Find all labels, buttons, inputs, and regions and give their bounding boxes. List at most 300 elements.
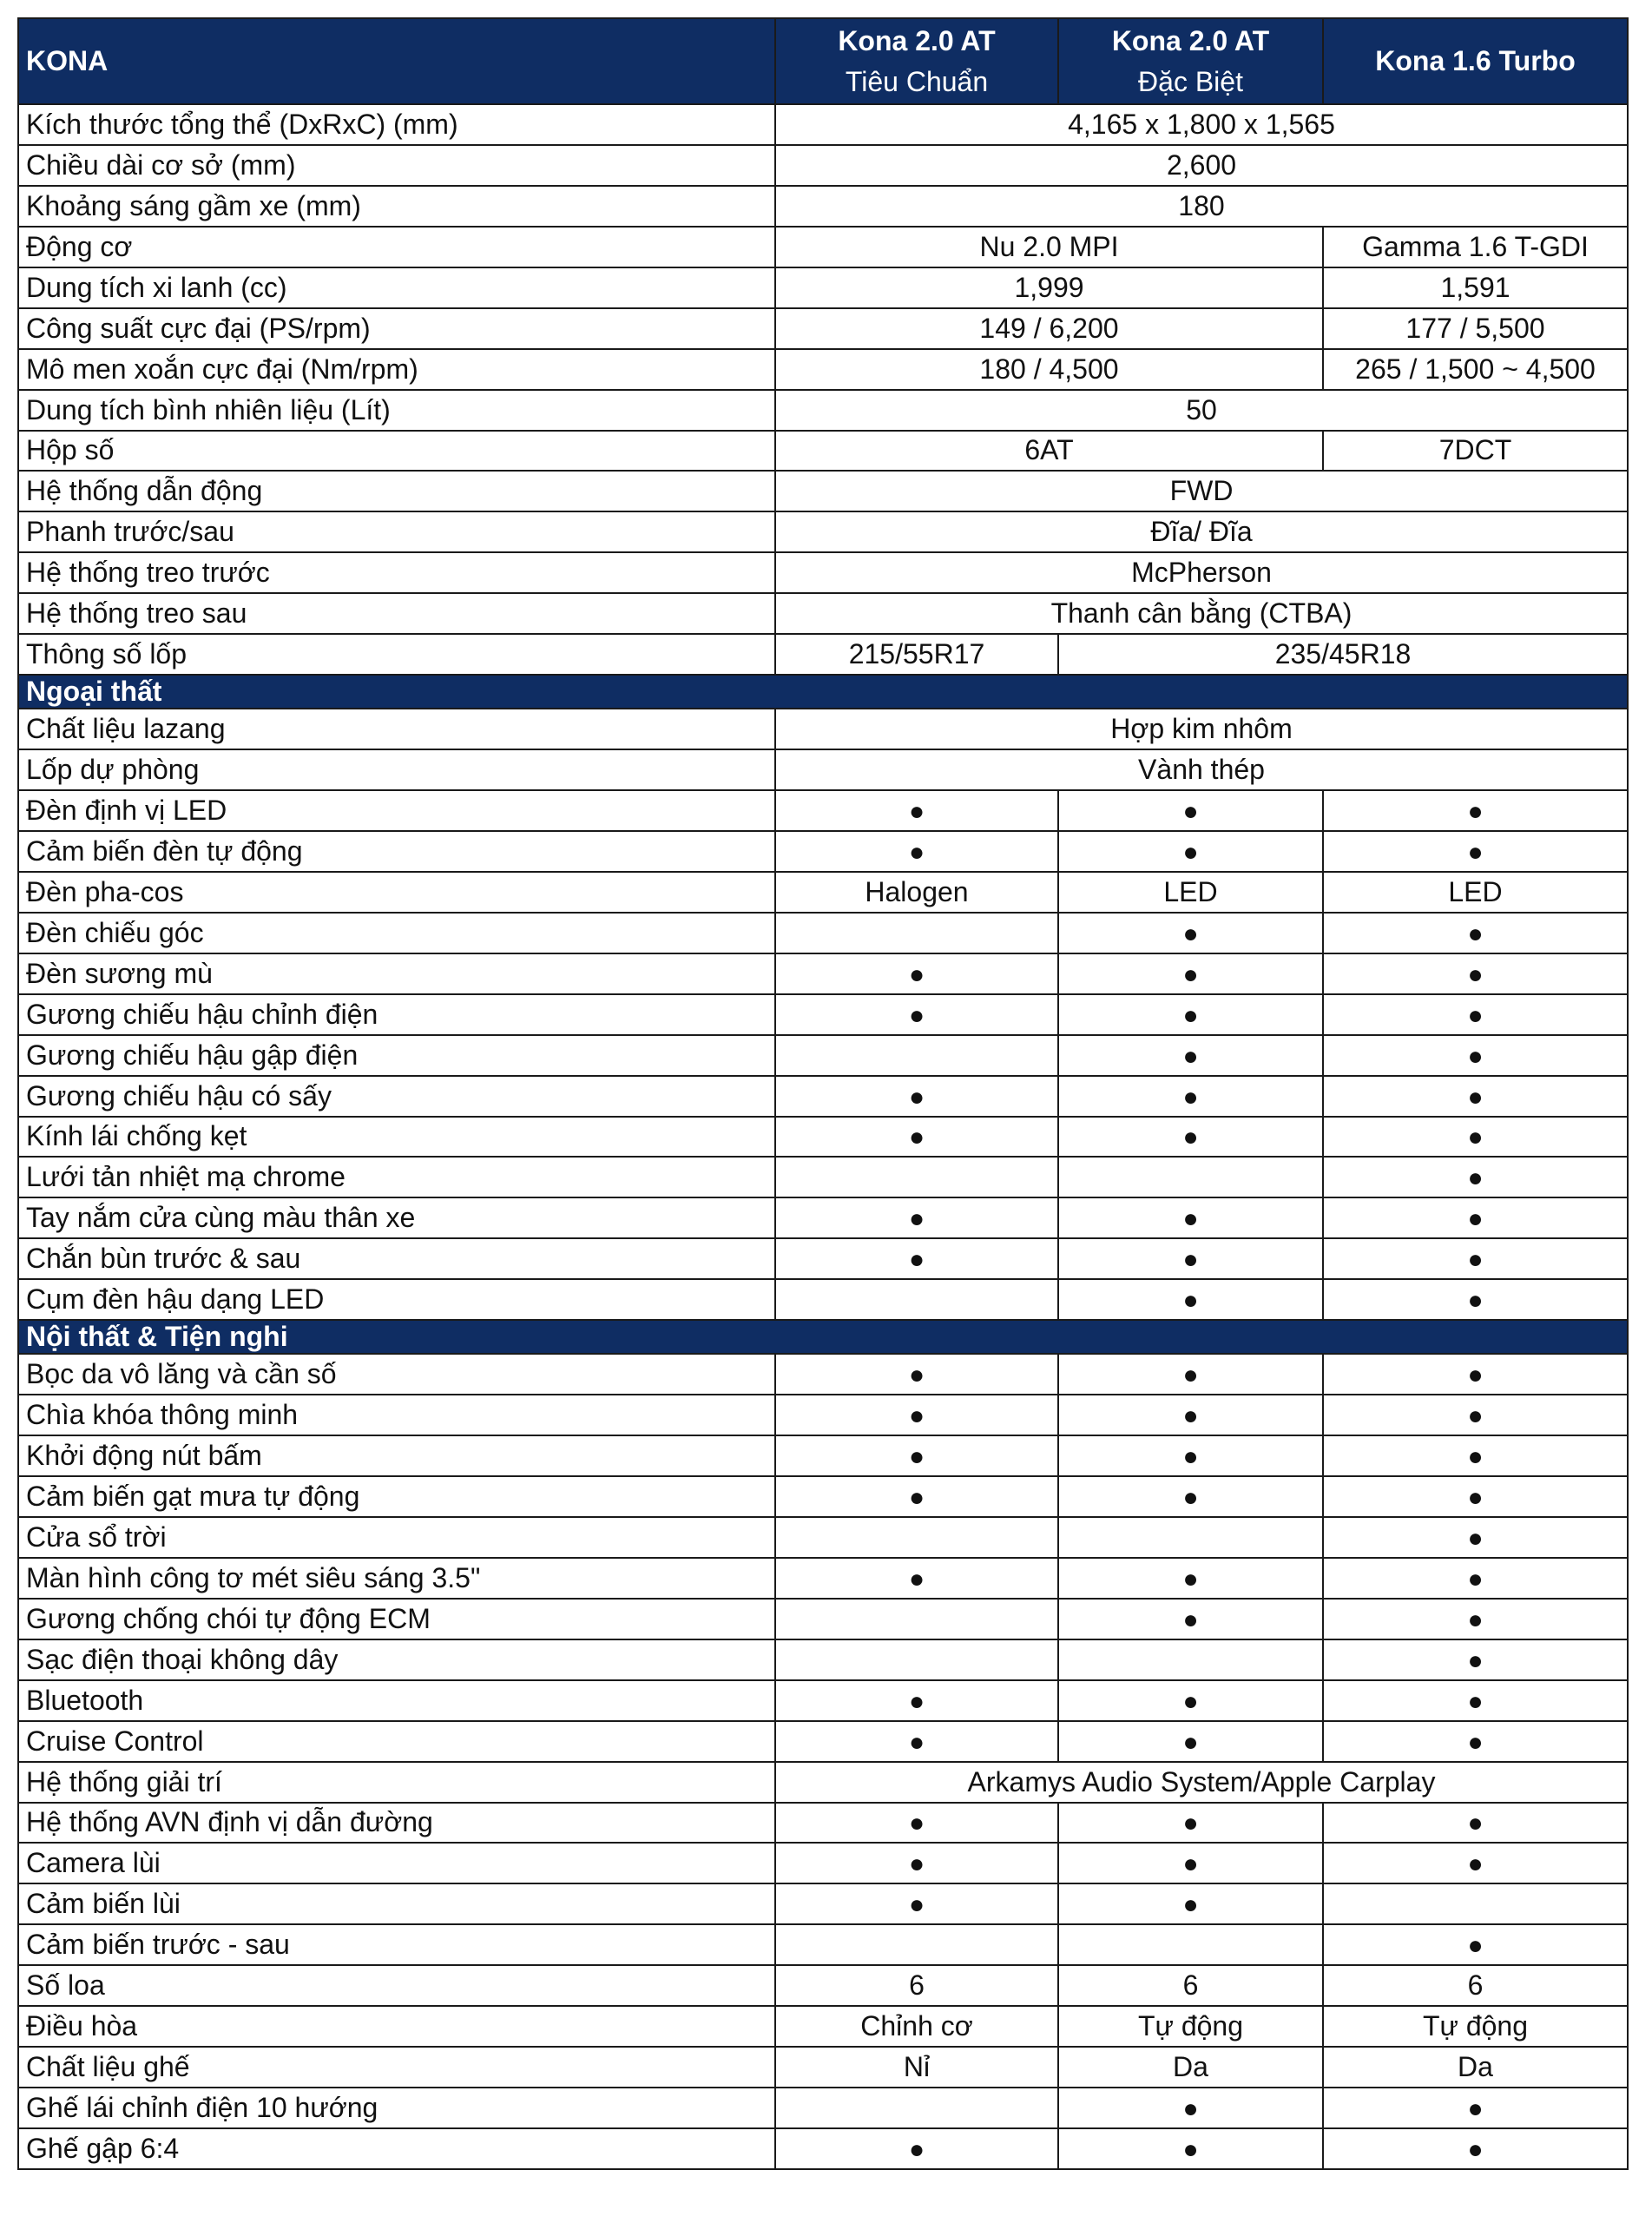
feature-cell bbox=[1058, 1117, 1323, 1158]
spec-label: Hệ thống giải trí bbox=[18, 1762, 775, 1803]
bullet-icon: ● bbox=[1467, 1082, 1484, 1112]
bullet-icon: ● bbox=[1467, 1727, 1484, 1757]
feature-cell bbox=[775, 1803, 1058, 1844]
bullet-icon: ● bbox=[1182, 919, 1199, 948]
spec-row bbox=[18, 308, 1628, 349]
feature-cell bbox=[1058, 913, 1323, 953]
bullet-icon: ● bbox=[908, 1442, 925, 1472]
spec-value: 6AT bbox=[775, 431, 1323, 472]
spec-label: Hệ thống dẫn động bbox=[18, 471, 775, 511]
feature-cell bbox=[775, 1354, 1058, 1395]
spec-value: Gamma 1.6 T-GDI bbox=[1323, 227, 1628, 267]
spec-value: 215/55R17 bbox=[775, 634, 1058, 675]
feature-cell bbox=[1058, 1157, 1323, 1197]
spec-row bbox=[18, 1599, 1628, 1639]
bullet-icon: ● bbox=[908, 960, 925, 989]
spec-value: 50 bbox=[775, 390, 1628, 431]
spec-label: Bluetooth bbox=[18, 1680, 775, 1721]
spec-row bbox=[18, 1435, 1628, 1476]
bullet-icon: ● bbox=[1467, 1646, 1484, 1675]
spec-label: Động cơ bbox=[18, 227, 775, 267]
spec-value: LED bbox=[1323, 872, 1628, 913]
spec-row bbox=[18, 471, 1628, 511]
bullet-icon: ● bbox=[1182, 1123, 1199, 1152]
feature-cell bbox=[1323, 1517, 1628, 1558]
spec-value: Hợp kim nhôm bbox=[775, 709, 1628, 749]
feature-cell bbox=[775, 1279, 1058, 1320]
feature-cell bbox=[1058, 1279, 1323, 1320]
spec-value: Da bbox=[1058, 2047, 1323, 2088]
bullet-icon: ● bbox=[1467, 1204, 1484, 1234]
bullet-icon: ● bbox=[1467, 1286, 1484, 1316]
feature-cell bbox=[1323, 913, 1628, 953]
spec-row bbox=[18, 1238, 1628, 1279]
spec-label: Chìa khóa thông minh bbox=[18, 1395, 775, 1435]
spec-label: Bọc da vô lăng và cần số bbox=[18, 1354, 775, 1395]
spec-label: Khoảng sáng gầm xe (mm) bbox=[18, 186, 775, 227]
spec-value: Da bbox=[1323, 2047, 1628, 2088]
spec-label: Dung tích bình nhiên liệu (Lít) bbox=[18, 390, 775, 431]
feature-cell bbox=[1323, 1639, 1628, 1680]
feature-cell bbox=[1058, 2088, 1323, 2128]
spec-value: 235/45R18 bbox=[1058, 634, 1628, 675]
variant-header-standard bbox=[775, 18, 1058, 104]
spec-label: Cảm biến trước - sau bbox=[18, 1924, 775, 1965]
spec-row bbox=[18, 349, 1628, 390]
feature-cell bbox=[775, 1238, 1058, 1279]
feature-cell bbox=[1058, 1680, 1323, 1721]
spec-row bbox=[18, 104, 1628, 145]
feature-cell bbox=[1058, 994, 1323, 1035]
feature-cell bbox=[1323, 1035, 1628, 1076]
feature-cell bbox=[775, 994, 1058, 1035]
bullet-icon: ● bbox=[908, 1082, 925, 1112]
spec-label: Phanh trước/sau bbox=[18, 511, 775, 552]
spec-label: Hộp số bbox=[18, 431, 775, 472]
bullet-icon: ● bbox=[908, 837, 925, 867]
spec-label: Thông số lốp bbox=[18, 634, 775, 675]
bullet-icon: ● bbox=[908, 796, 925, 826]
spec-value: Tự động bbox=[1058, 2006, 1323, 2047]
spec-value: 7DCT bbox=[1323, 431, 1628, 472]
bullet-icon: ● bbox=[1182, 1850, 1199, 1879]
model-name-header: KONA bbox=[18, 18, 775, 104]
spec-label: Ghế gập 6:4 bbox=[18, 2128, 775, 2169]
feature-cell bbox=[1058, 790, 1323, 831]
feature-cell bbox=[1323, 953, 1628, 994]
spec-row bbox=[18, 2128, 1628, 2169]
feature-cell bbox=[775, 1924, 1058, 1965]
spec-label: Cụm đèn hậu dạng LED bbox=[18, 1279, 775, 1320]
bullet-icon: ● bbox=[1182, 1000, 1199, 1030]
feature-cell bbox=[775, 1558, 1058, 1599]
spec-row bbox=[18, 1395, 1628, 1435]
bullet-icon: ● bbox=[1467, 1402, 1484, 1431]
spec-label: Chiều dài cơ sở (mm) bbox=[18, 145, 775, 186]
feature-cell bbox=[1058, 1238, 1323, 1279]
spec-value: McPherson bbox=[775, 552, 1628, 593]
spec-value: 180 bbox=[775, 186, 1628, 227]
bullet-icon: ● bbox=[1467, 960, 1484, 989]
feature-cell bbox=[1323, 1157, 1628, 1197]
bullet-icon: ● bbox=[908, 1890, 925, 1920]
bullet-icon: ● bbox=[1182, 1245, 1199, 1275]
section-title: Ngoại thất bbox=[18, 675, 1628, 709]
feature-cell bbox=[1058, 1639, 1323, 1680]
header-row bbox=[18, 18, 1628, 104]
feature-cell bbox=[1323, 1924, 1628, 1965]
spec-label: Dung tích xi lanh (cc) bbox=[18, 267, 775, 308]
spec-row bbox=[18, 831, 1628, 872]
bullet-icon: ● bbox=[1467, 1564, 1484, 1593]
bullet-icon: ● bbox=[1467, 2134, 1484, 2164]
bullet-icon: ● bbox=[1182, 1361, 1199, 1390]
feature-cell bbox=[1323, 1883, 1628, 1924]
bullet-icon: ● bbox=[908, 1245, 925, 1275]
spec-value: Đĩa/ Đĩa bbox=[775, 511, 1628, 552]
feature-cell bbox=[775, 913, 1058, 953]
bullet-icon: ● bbox=[1182, 1204, 1199, 1234]
spec-row bbox=[18, 227, 1628, 267]
feature-cell bbox=[1323, 994, 1628, 1035]
spec-row bbox=[18, 1076, 1628, 1117]
bullet-icon: ● bbox=[1182, 1082, 1199, 1112]
bullet-icon: ● bbox=[1182, 1809, 1199, 1838]
feature-cell bbox=[1058, 1883, 1323, 1924]
feature-cell bbox=[1058, 1558, 1323, 1599]
spec-label: Cửa sổ trời bbox=[18, 1517, 775, 1558]
spec-row bbox=[18, 552, 1628, 593]
spec-value: Vành thép bbox=[775, 749, 1628, 790]
spec-row bbox=[18, 1157, 1628, 1197]
feature-cell bbox=[1058, 2128, 1323, 2169]
spec-value: Chỉnh cơ bbox=[775, 2006, 1058, 2047]
feature-cell bbox=[775, 1197, 1058, 1238]
feature-cell bbox=[1323, 1558, 1628, 1599]
spec-row bbox=[18, 953, 1628, 994]
spec-label: Cảm biến lùi bbox=[18, 1883, 775, 1924]
feature-cell bbox=[1058, 1803, 1323, 1844]
spec-row bbox=[18, 1762, 1628, 1803]
spec-row bbox=[18, 1354, 1628, 1395]
spec-table-body bbox=[18, 104, 1628, 2169]
spec-row bbox=[18, 1639, 1628, 1680]
feature-cell bbox=[1323, 1435, 1628, 1476]
spec-row bbox=[18, 1279, 1628, 1320]
feature-cell bbox=[1323, 2128, 1628, 2169]
feature-cell bbox=[1058, 1517, 1323, 1558]
feature-cell bbox=[1058, 1035, 1323, 1076]
spec-value: 1,591 bbox=[1323, 267, 1628, 308]
feature-cell bbox=[775, 1395, 1058, 1435]
feature-cell bbox=[1323, 1803, 1628, 1844]
variant-header-turbo bbox=[1323, 18, 1628, 104]
spec-row bbox=[18, 1197, 1628, 1238]
bullet-icon: ● bbox=[1467, 1523, 1484, 1553]
spec-label: Ghế lái chỉnh điện 10 hướng bbox=[18, 2088, 775, 2128]
spec-label: Cảm biến gạt mưa tự động bbox=[18, 1476, 775, 1517]
feature-cell bbox=[1058, 1354, 1323, 1395]
section-header-row bbox=[18, 1320, 1628, 1354]
bullet-icon: ● bbox=[908, 1686, 925, 1716]
spec-row bbox=[18, 2006, 1628, 2047]
spec-label: Cảm biến đèn tự động bbox=[18, 831, 775, 872]
feature-cell bbox=[775, 1721, 1058, 1762]
bullet-icon: ● bbox=[908, 1361, 925, 1390]
spec-row bbox=[18, 1803, 1628, 1844]
feature-cell bbox=[1058, 1076, 1323, 1117]
feature-cell bbox=[1058, 1476, 1323, 1517]
bullet-icon: ● bbox=[1467, 1442, 1484, 1472]
bullet-icon: ● bbox=[908, 1402, 925, 1431]
spec-row bbox=[18, 1558, 1628, 1599]
feature-cell bbox=[1323, 831, 1628, 872]
bullet-icon: ● bbox=[1467, 796, 1484, 826]
bullet-icon: ● bbox=[1467, 2094, 1484, 2124]
spec-row bbox=[18, 1517, 1628, 1558]
spec-value: Nỉ bbox=[775, 2047, 1058, 2088]
feature-cell bbox=[775, 1476, 1058, 1517]
feature-cell bbox=[775, 1035, 1058, 1076]
feature-cell bbox=[1058, 1599, 1323, 1639]
spec-value: 6 bbox=[775, 1965, 1058, 2006]
spec-value: 265 / 1,500 ~ 4,500 bbox=[1323, 349, 1628, 390]
feature-cell bbox=[775, 1435, 1058, 1476]
feature-cell bbox=[775, 790, 1058, 831]
variant-subname: Đặc Biệt bbox=[1138, 65, 1243, 97]
spec-value: 1,999 bbox=[775, 267, 1323, 308]
bullet-icon: ● bbox=[1182, 1286, 1199, 1316]
bullet-icon: ● bbox=[1182, 1402, 1199, 1431]
spec-row bbox=[18, 511, 1628, 552]
spec-row bbox=[18, 994, 1628, 1035]
spec-value: Thanh cân bằng (CTBA) bbox=[775, 593, 1628, 634]
feature-cell bbox=[1058, 831, 1323, 872]
spec-value: FWD bbox=[775, 471, 1628, 511]
spec-row bbox=[18, 749, 1628, 790]
bullet-icon: ● bbox=[1182, 960, 1199, 989]
variant-name: Kona 2.0 AT bbox=[1111, 24, 1270, 56]
feature-cell bbox=[1058, 1395, 1323, 1435]
bullet-icon: ● bbox=[1467, 1482, 1484, 1512]
feature-cell bbox=[1323, 1354, 1628, 1395]
spec-label: Công suất cực đại (PS/rpm) bbox=[18, 308, 775, 349]
section-header-row bbox=[18, 675, 1628, 709]
feature-cell bbox=[1323, 1476, 1628, 1517]
spec-label: Điều hòa bbox=[18, 2006, 775, 2047]
bullet-icon: ● bbox=[1182, 1442, 1199, 1472]
feature-cell bbox=[775, 2128, 1058, 2169]
spec-label: Hệ thống treo sau bbox=[18, 593, 775, 634]
feature-cell bbox=[775, 1076, 1058, 1117]
spec-row bbox=[18, 1035, 1628, 1076]
variant-name: Kona 1.6 Turbo bbox=[1375, 45, 1576, 76]
bullet-icon: ● bbox=[1182, 796, 1199, 826]
spec-row bbox=[18, 1117, 1628, 1158]
feature-cell bbox=[775, 1843, 1058, 1883]
spec-row bbox=[18, 1924, 1628, 1965]
bullet-icon: ● bbox=[1467, 1000, 1484, 1030]
spec-row bbox=[18, 872, 1628, 913]
feature-cell bbox=[1323, 1238, 1628, 1279]
spec-row bbox=[18, 1843, 1628, 1883]
spec-row bbox=[18, 1680, 1628, 1721]
spec-label: Mô men xoắn cực đại (Nm/rpm) bbox=[18, 349, 775, 390]
feature-cell bbox=[1323, 1395, 1628, 1435]
spec-row bbox=[18, 913, 1628, 953]
feature-cell bbox=[1323, 1680, 1628, 1721]
spec-row bbox=[18, 145, 1628, 186]
feature-cell bbox=[775, 2088, 1058, 2128]
bullet-icon: ● bbox=[1182, 1564, 1199, 1593]
spec-label: Chất liệu ghế bbox=[18, 2047, 775, 2088]
feature-cell bbox=[775, 1680, 1058, 1721]
spec-value: 4,165 x 1,800 x 1,565 bbox=[775, 104, 1628, 145]
feature-cell bbox=[775, 1883, 1058, 1924]
feature-cell bbox=[1323, 1843, 1628, 1883]
bullet-icon: ● bbox=[908, 1727, 925, 1757]
feature-cell bbox=[775, 1157, 1058, 1197]
feature-cell bbox=[1058, 1435, 1323, 1476]
bullet-icon: ● bbox=[908, 1482, 925, 1512]
bullet-icon: ● bbox=[1467, 1686, 1484, 1716]
spec-label: Chất liệu lazang bbox=[18, 709, 775, 749]
spec-row bbox=[18, 2047, 1628, 2088]
bullet-icon: ● bbox=[1467, 919, 1484, 948]
bullet-icon: ● bbox=[908, 1000, 925, 1030]
spec-label: Hệ thống AVN định vị dẫn đường bbox=[18, 1803, 775, 1844]
feature-cell bbox=[1323, 2088, 1628, 2128]
spec-label: Kích thước tổng thể (DxRxC) (mm) bbox=[18, 104, 775, 145]
spec-label: Khởi động nút bấm bbox=[18, 1435, 775, 1476]
bullet-icon: ● bbox=[1467, 1931, 1484, 1961]
spec-row bbox=[18, 267, 1628, 308]
spec-row bbox=[18, 709, 1628, 749]
bullet-icon: ● bbox=[1467, 1123, 1484, 1152]
feature-cell bbox=[1058, 1197, 1323, 1238]
feature-cell bbox=[775, 1117, 1058, 1158]
spec-label: Gương chiếu hậu có sấy bbox=[18, 1076, 775, 1117]
spec-label: Đèn sương mù bbox=[18, 953, 775, 994]
section-title: Nội thất & Tiện nghi bbox=[18, 1320, 1628, 1354]
spec-label: Chắn bùn trước & sau bbox=[18, 1238, 775, 1279]
feature-cell bbox=[775, 1517, 1058, 1558]
bullet-icon: ● bbox=[1467, 1164, 1484, 1193]
bullet-icon: ● bbox=[1182, 1605, 1199, 1634]
spec-value: Arkamys Audio System/Apple Carplay bbox=[775, 1762, 1628, 1803]
feature-cell bbox=[1323, 1721, 1628, 1762]
bullet-icon: ● bbox=[1182, 2134, 1199, 2164]
spec-label: Đèn pha-cos bbox=[18, 872, 775, 913]
spec-label: Gương chiếu hậu chỉnh điện bbox=[18, 994, 775, 1035]
spec-label: Hệ thống treo trước bbox=[18, 552, 775, 593]
spec-label: Tay nắm cửa cùng màu thân xe bbox=[18, 1197, 775, 1238]
bullet-icon: ● bbox=[1467, 1605, 1484, 1634]
spec-value: 177 / 5,500 bbox=[1323, 308, 1628, 349]
spec-row bbox=[18, 2088, 1628, 2128]
feature-cell bbox=[775, 1639, 1058, 1680]
bullet-icon: ● bbox=[1467, 837, 1484, 867]
bullet-icon: ● bbox=[908, 1564, 925, 1593]
variant-name: Kona 2.0 AT bbox=[838, 24, 996, 56]
spec-value: 6 bbox=[1058, 1965, 1323, 2006]
bullet-icon: ● bbox=[908, 1123, 925, 1152]
spec-value: Halogen bbox=[775, 872, 1058, 913]
spec-value: Nu 2.0 MPI bbox=[775, 227, 1323, 267]
spec-label: Gương chống chói tự động ECM bbox=[18, 1599, 775, 1639]
feature-cell bbox=[1323, 1117, 1628, 1158]
spec-table bbox=[17, 17, 1629, 2170]
spec-row bbox=[18, 186, 1628, 227]
spec-value: 6 bbox=[1323, 1965, 1628, 2006]
bullet-icon: ● bbox=[908, 2134, 925, 2164]
spec-row bbox=[18, 390, 1628, 431]
spec-label: Cruise Control bbox=[18, 1721, 775, 1762]
spec-row bbox=[18, 634, 1628, 675]
spec-label: Màn hình công tơ mét siêu sáng 3.5" bbox=[18, 1558, 775, 1599]
spec-label: Lưới tản nhiệt mạ chrome bbox=[18, 1157, 775, 1197]
spec-value: Tự động bbox=[1323, 2006, 1628, 2047]
feature-cell bbox=[1323, 1599, 1628, 1639]
feature-cell bbox=[1058, 1721, 1323, 1762]
feature-cell bbox=[1058, 1924, 1323, 1965]
bullet-icon: ● bbox=[908, 1204, 925, 1234]
bullet-icon: ● bbox=[1467, 1850, 1484, 1879]
feature-cell bbox=[1058, 953, 1323, 994]
feature-cell bbox=[1323, 1076, 1628, 1117]
spec-row bbox=[18, 1883, 1628, 1924]
feature-cell bbox=[1058, 1843, 1323, 1883]
spec-label: Đèn chiếu góc bbox=[18, 913, 775, 953]
bullet-icon: ● bbox=[1182, 837, 1199, 867]
feature-cell bbox=[1323, 790, 1628, 831]
spec-row bbox=[18, 593, 1628, 634]
bullet-icon: ● bbox=[1182, 1686, 1199, 1716]
spec-label: Đèn định vị LED bbox=[18, 790, 775, 831]
bullet-icon: ● bbox=[1182, 1727, 1199, 1757]
spec-row bbox=[18, 431, 1628, 472]
variant-header-special bbox=[1058, 18, 1323, 104]
bullet-icon: ● bbox=[1467, 1361, 1484, 1390]
spec-row bbox=[18, 1476, 1628, 1517]
spec-row bbox=[18, 1721, 1628, 1762]
spec-row bbox=[18, 1965, 1628, 2006]
bullet-icon: ● bbox=[1182, 2094, 1199, 2124]
spec-value: 149 / 6,200 bbox=[775, 308, 1323, 349]
spec-value: 180 / 4,500 bbox=[775, 349, 1323, 390]
spec-row bbox=[18, 790, 1628, 831]
spec-label: Số loa bbox=[18, 1965, 775, 2006]
spec-label: Gương chiếu hậu gập điện bbox=[18, 1035, 775, 1076]
bullet-icon: ● bbox=[1467, 1809, 1484, 1838]
bullet-icon: ● bbox=[908, 1850, 925, 1879]
feature-cell bbox=[1323, 1197, 1628, 1238]
feature-cell bbox=[775, 953, 1058, 994]
bullet-icon: ● bbox=[1467, 1041, 1484, 1071]
bullet-icon: ● bbox=[908, 1809, 925, 1838]
spec-label: Kính lái chống kẹt bbox=[18, 1117, 775, 1158]
bullet-icon: ● bbox=[1467, 1245, 1484, 1275]
feature-cell bbox=[775, 831, 1058, 872]
bullet-icon: ● bbox=[1182, 1890, 1199, 1920]
spec-label: Camera lùi bbox=[18, 1843, 775, 1883]
spec-label: Sạc điện thoại không dây bbox=[18, 1639, 775, 1680]
feature-cell bbox=[775, 1599, 1058, 1639]
feature-cell bbox=[1323, 1279, 1628, 1320]
bullet-icon: ● bbox=[1182, 1041, 1199, 1071]
spec-label: Lốp dự phòng bbox=[18, 749, 775, 790]
spec-value: 2,600 bbox=[775, 145, 1628, 186]
